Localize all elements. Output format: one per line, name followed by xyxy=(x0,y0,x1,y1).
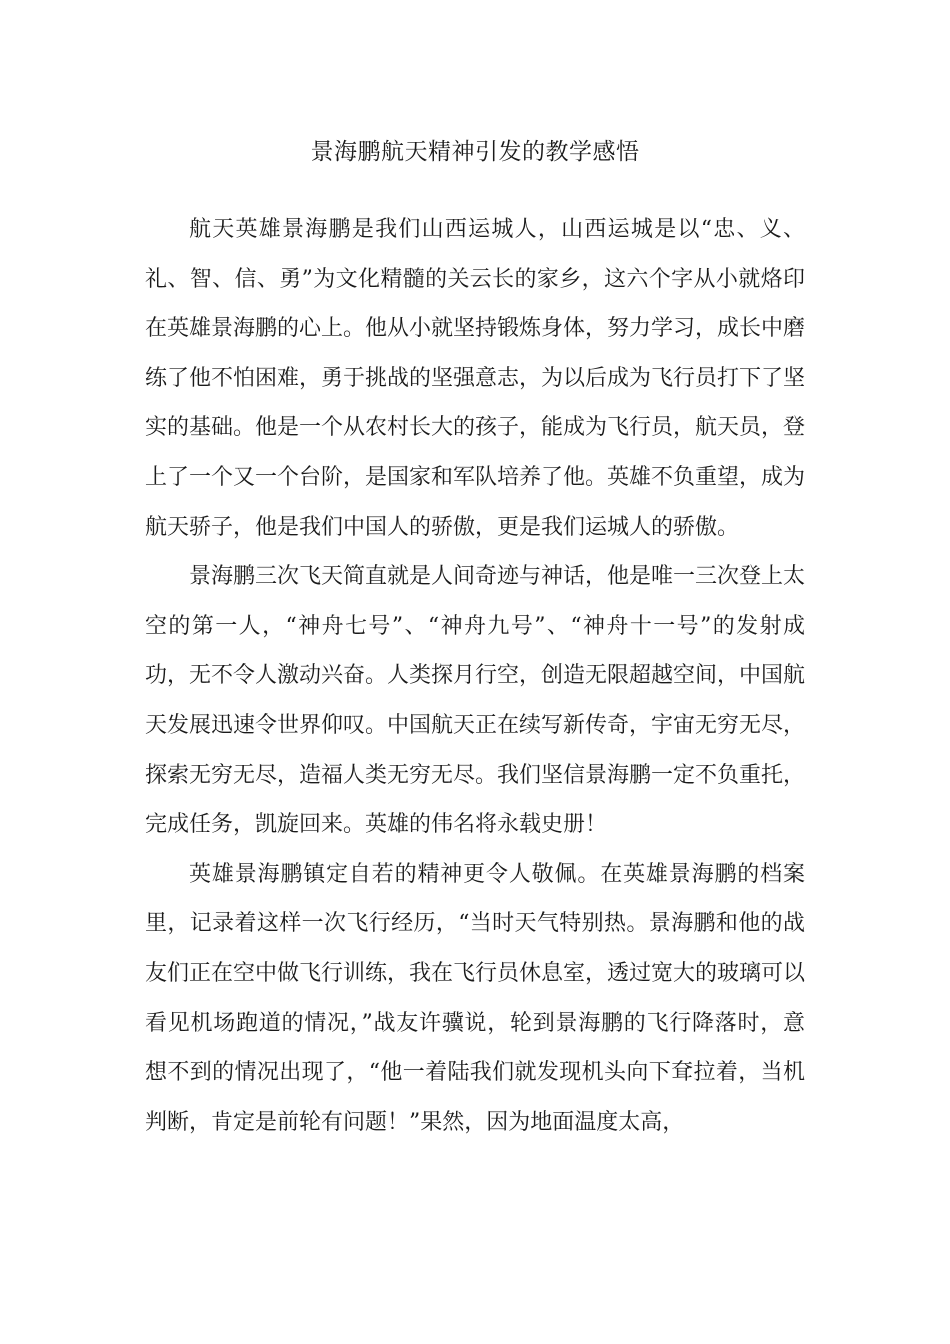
paragraph-1: 航天英雄景海鹏是我们山西运城人，山西运城是以“忠、义、礼、智、信、勇”为文化精髓的关云长的家乡，这六个字从小就烙印在英雄景海鹏的心上。他从小就坚持锻炼身体，努力学习，成长中磨练了他不怕困难，勇于挑战的坚强意志，为以后成为飞行员打下了坚实的基础。他是一个从农村长大的孩子，能成为飞行员，航天员，登上了一个又一个台阶，是国家和军队培养了他。英雄不负重望，成为航天骄子，他是我们中国人的骄傲，更是我们运城人的骄傲。 xyxy=(145,217,806,540)
document-body xyxy=(145,205,805,1147)
document-title: 景海鹏航天精神引发的教学感悟 xyxy=(310,139,640,165)
paragraph-3: 英雄景海鹏镇定自若的精神更令人敬佩。在英雄景海鹏的档案里，记录着这样一次飞行经历，“当时天气特别热。景海鹏和他的战友们正在空中做飞行训练，我在飞行员休息室，透过宽大的玻璃可以看见机场跑道的情况，”战友许骥说，轮到景海鹏的飞行降落时，意想不到的情况出现了，“他一着陆我们就发现机头向下耷拉着，当机判断，肯定是前轮有问题！”果然，因为地面温度太高， xyxy=(145,861,806,1135)
paragraph-2: 景海鹏三次飞天简直就是人间奇迹与神话，他是唯一三次登上太空的第一人，“神舟七号”、“神舟九号”、“神舟十一号”的发射成功，无不令人激动兴奋。人类探月行空，创造无限超越空间，中国航天发展迅速令世界仰叹。中国航天正在续写新传奇，宇宙无穷无尽，探索无穷无尽，造福人类无穷无尽。我们坚信景海鹏一定不负重托，完成任务，凯旋回来。英雄的伟名将永载史册！ xyxy=(145,564,806,838)
